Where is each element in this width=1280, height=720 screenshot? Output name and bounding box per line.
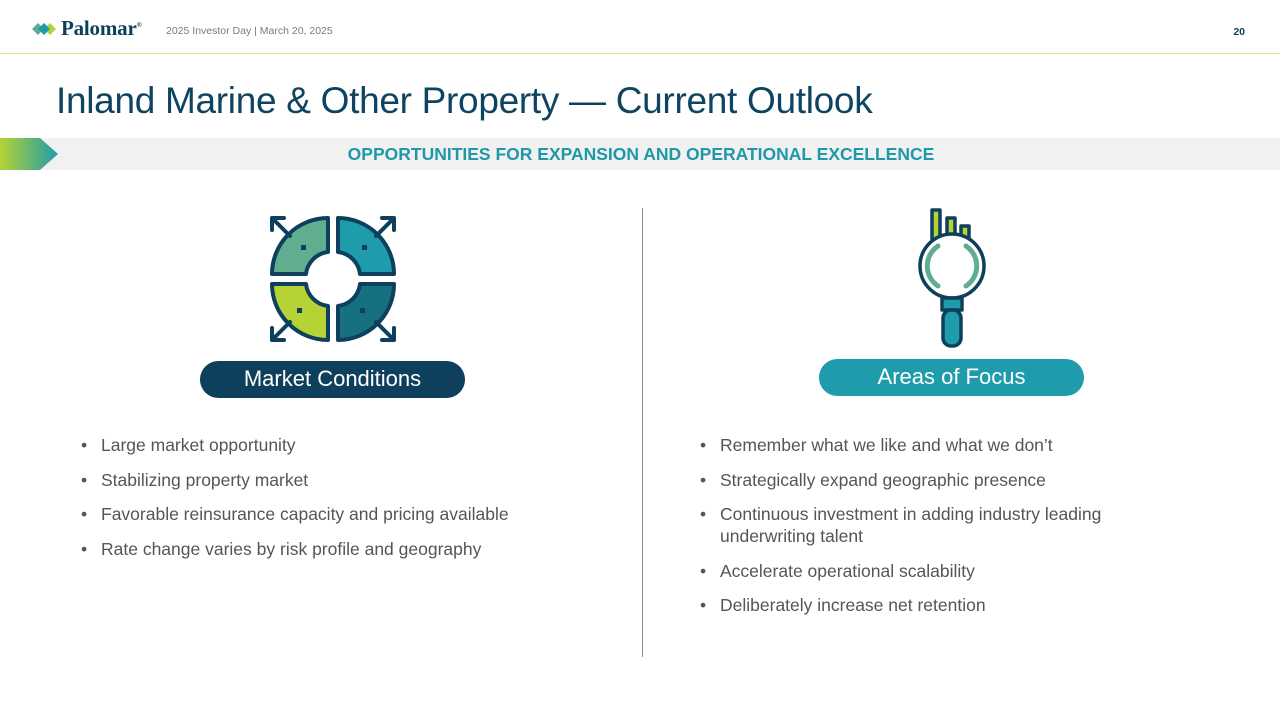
areas-of-focus-label: Areas of Focus bbox=[819, 359, 1084, 396]
header-subtitle: 2025 Investor Day | March 20, 2025 bbox=[166, 25, 333, 37]
market-conditions-label: Market Conditions bbox=[200, 361, 465, 398]
list-item: • Rate change varies by risk profile and geography bbox=[81, 538, 601, 560]
slide-header bbox=[0, 0, 1280, 54]
palomar-logo-icon bbox=[32, 21, 56, 37]
magnifier-chart-icon bbox=[912, 206, 992, 351]
palomar-logo bbox=[32, 16, 142, 41]
list-item: • Continuous investment in adding industry leading underwriting talent bbox=[700, 503, 1170, 547]
list-item: • Remember what we like and what we don’t bbox=[700, 434, 1170, 456]
logo-wordmark: Palomar® bbox=[61, 16, 142, 40]
slide-title: Inland Marine & Other Property — Current Outlook bbox=[56, 80, 873, 121]
list-item: • Deliberately increase net retention bbox=[700, 594, 1170, 616]
list-item: • Stabilizing property market bbox=[81, 469, 601, 491]
list-item: • Strategically expand geographic presence bbox=[700, 469, 1170, 491]
column-divider bbox=[642, 208, 643, 657]
list-item: • Favorable reinsurance capacity and pricing available bbox=[81, 503, 601, 525]
banner-heading: OPPORTUNITIES FOR EXPANSION AND OPERATIONAL EXCELLENCE bbox=[347, 144, 935, 164]
page-number: 20 bbox=[1233, 26, 1245, 38]
market-conditions-list bbox=[81, 434, 601, 572]
areas-of-focus-list bbox=[700, 434, 1170, 629]
list-item: • Accelerate operational scalability bbox=[700, 560, 1170, 582]
expand-arrows-icon bbox=[268, 214, 398, 344]
list-item: • Large market opportunity bbox=[81, 434, 601, 456]
